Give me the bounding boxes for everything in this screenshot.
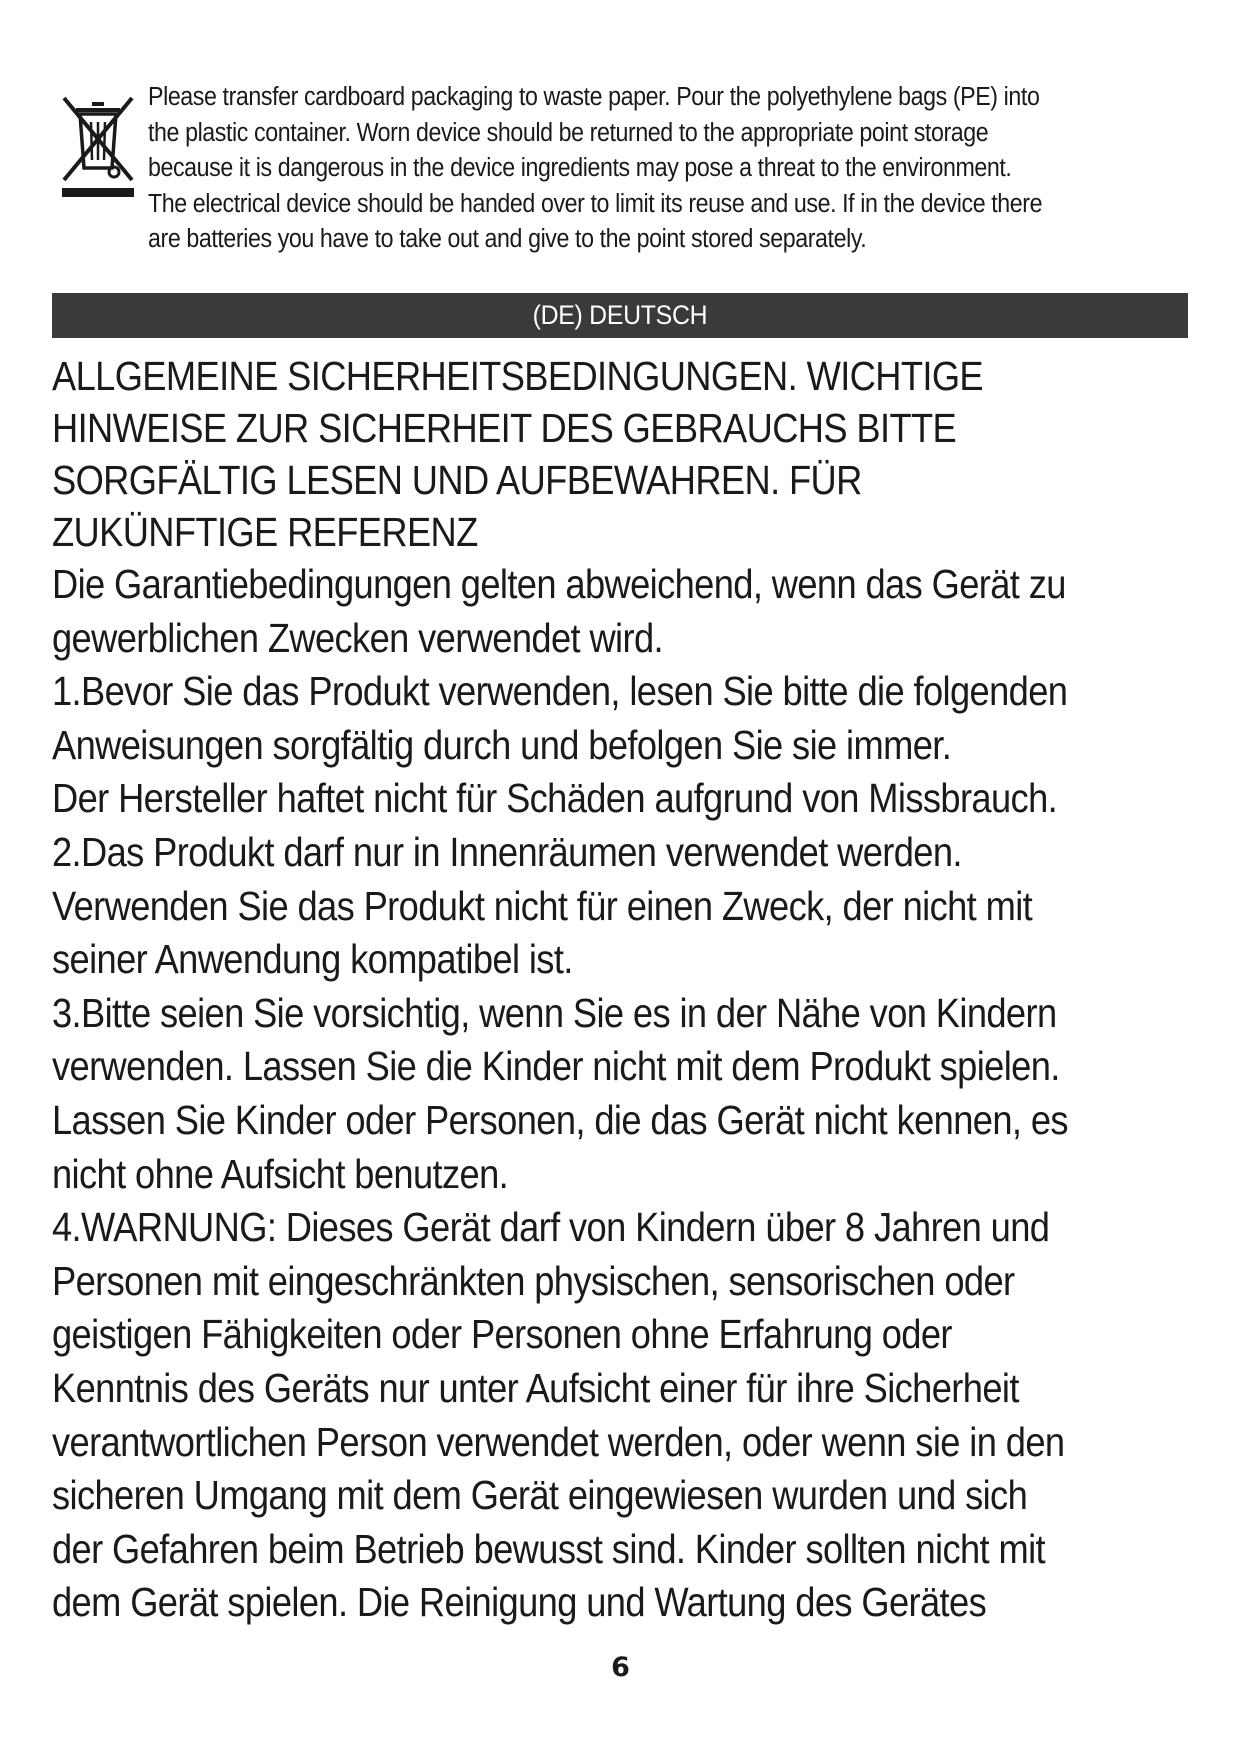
disposal-line: because it is dangerous in the device ingredients may pose a threat to the environment. — [148, 154, 1012, 182]
body-line: Personen mit eingeschränkten physischen, sensorischen oder — [52, 1257, 1015, 1304]
body-line: der Gefahren beim Betrieb bewusst sind. Kinder sollten nicht mit — [52, 1525, 1045, 1572]
heading-line: HINWEISE ZUR SICHERHEIT DES GEBRAUCHS BITTE — [52, 405, 957, 451]
disposal-line: the plastic container. Worn device should be returned to the appropriate point storage — [148, 118, 989, 147]
crossed-out-wheelie-bin-icon — [58, 88, 138, 198]
section-heading — [52, 350, 1202, 558]
main-content — [52, 350, 1202, 1630]
body-line: Kenntnis des Geräts nur unter Aufsicht einer für ihre Sicherheit — [52, 1364, 1019, 1411]
body-line: Lassen Sie Kinder oder Personen, die das Gerät nicht kennen, es — [52, 1096, 1068, 1143]
body-line: seiner Anwendung kompatibel ist. — [52, 936, 573, 983]
page-number: 6 — [611, 1652, 630, 1683]
disposal-line: are batteries you have to take out and give to the point stored separately. — [148, 225, 867, 253]
body-line: 4.WARNUNG: Dieses Gerät darf von Kindern über 8 Jahren und — [52, 1204, 1050, 1251]
heading-line: ZUKÜNFTIGE REFERENZ — [52, 509, 478, 555]
disposal-notice — [58, 80, 1188, 260]
body-line: geistigen Fähigkeiten oder Personen ohne Erfahrung oder — [52, 1311, 952, 1358]
body-line: Verwenden Sie das Produkt nicht für einen Zweck, der nicht mit — [52, 882, 1033, 929]
disposal-line: The electrical device should be handed over to limit its reuse and use. If in the device there — [148, 189, 1043, 218]
body-line: 2.Das Produkt darf nur in Innenräumen verwendet werden. — [52, 828, 962, 875]
language-section-bar — [52, 293, 1188, 338]
body-line: gewerblichen Zwecken verwendet wird. — [52, 614, 663, 661]
body-line: 3.Bitte seien Sie vorsichtig, wenn Sie es in der Nähe von Kindern — [52, 989, 1057, 1036]
body-line: 1.Bevor Sie das Produkt verwenden, lesen Sie bitte die folgenden — [52, 668, 1068, 715]
heading-line: ALLGEMEINE SICHERHEITSBEDINGUNGEN. WICHTIGE — [52, 353, 984, 399]
body-line: Die Garantiebedingungen gelten abweichend, wenn das Gerät zu — [52, 561, 1066, 607]
body-line: verantwortlichen Person verwendet werden, oder wenn sie in den — [52, 1418, 1065, 1465]
disposal-line: Please transfer cardboard packaging to waste paper. Pour the polyethylene bags (PE) into — [148, 83, 1040, 111]
body-line: sicheren Umgang mit dem Gerät eingewiesen wurden und sich — [52, 1472, 1028, 1519]
safety-instructions-body — [52, 558, 1202, 1630]
body-line: dem Gerät spielen. Die Reinigung und Wartung des Gerätes — [52, 1579, 987, 1626]
body-line: Der Hersteller haftet nicht für Schäden aufgrund von Missbrauch. — [52, 775, 1058, 822]
heading-line: SORGFÄLTIG LESEN UND AUFBEWAHREN. FÜR — [52, 457, 862, 503]
body-line: Anweisungen sorgfältig durch und befolgen Sie sie immer. — [52, 721, 952, 768]
disposal-text — [148, 80, 1158, 258]
language-label: (DE) DEUTSCH — [532, 300, 708, 330]
body-line: verwenden. Lassen Sie die Kinder nicht mit dem Produkt spielen. — [52, 1043, 1060, 1090]
body-line: nicht ohne Aufsicht benutzen. — [52, 1150, 509, 1197]
